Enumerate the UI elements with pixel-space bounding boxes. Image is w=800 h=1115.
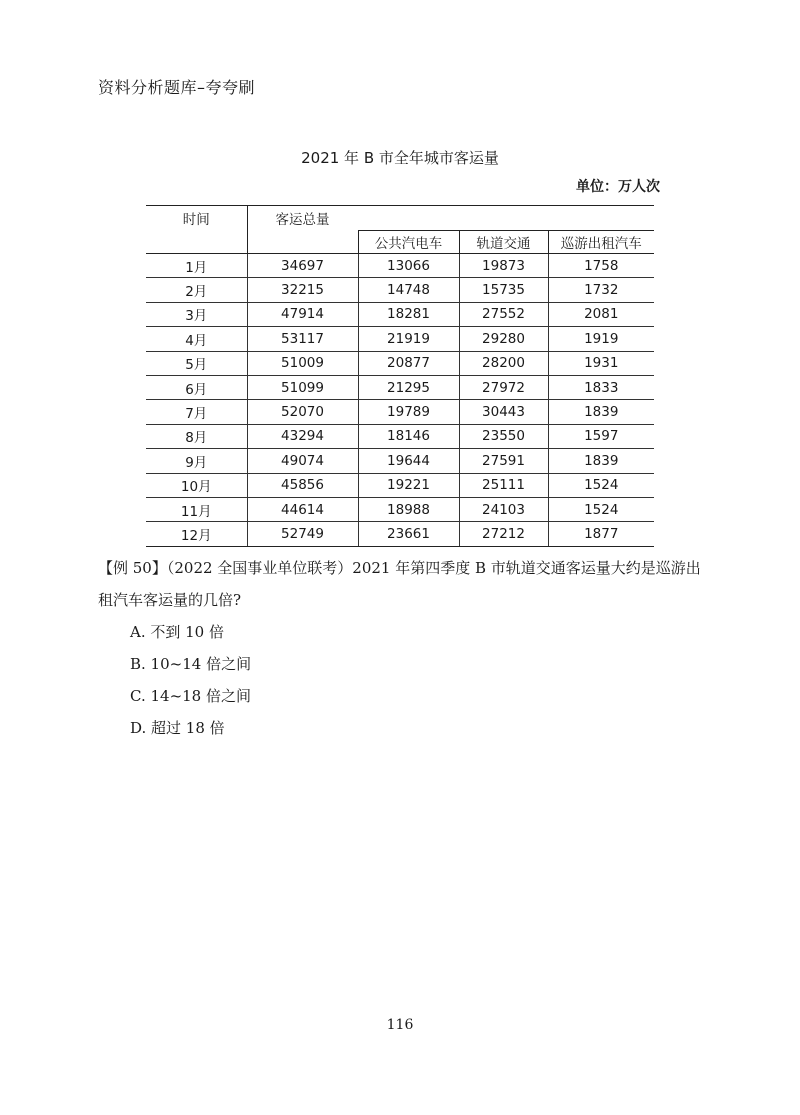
table-cell: 43294 xyxy=(247,424,358,448)
option-b[interactable]: B. 10~14 倍之间 xyxy=(130,655,252,673)
table-cell: 30443 xyxy=(459,400,548,424)
table-cell: 2081 xyxy=(548,302,654,326)
table-cell: 25111 xyxy=(459,473,548,497)
table-row xyxy=(146,278,654,302)
table-cell: 44614 xyxy=(247,497,358,521)
page-header: 资料分析题库–夸夸刷 xyxy=(98,78,256,97)
passenger-volume-table xyxy=(146,205,654,547)
page-number: 116 xyxy=(386,1017,414,1033)
table-title: 2021 年 B 市全年城市客运量 xyxy=(301,149,499,167)
table-cell: 1524 xyxy=(548,497,654,521)
table-cell: 18281 xyxy=(358,302,459,326)
row-month: 5月 xyxy=(146,351,247,375)
table-cell: 18988 xyxy=(358,497,459,521)
table-cell: 19873 xyxy=(459,254,548,278)
table-row xyxy=(146,497,654,521)
table-row xyxy=(146,473,654,497)
table-cell: 1839 xyxy=(548,400,654,424)
table-cell: 27972 xyxy=(459,375,548,399)
row-month: 2月 xyxy=(146,278,247,302)
table-cell: 19644 xyxy=(358,449,459,473)
table-unit: 单位：万人次 xyxy=(576,179,660,195)
table-cell: 13066 xyxy=(358,254,459,278)
table-cell: 1877 xyxy=(548,522,654,546)
table-row xyxy=(146,400,654,424)
col-header-rail: 轨道交通 xyxy=(459,231,548,254)
table-cell: 52749 xyxy=(247,522,358,546)
table-row xyxy=(146,375,654,399)
table-row xyxy=(146,522,654,546)
table-cell: 51099 xyxy=(247,375,358,399)
table-cell: 1839 xyxy=(548,449,654,473)
table-cell: 21295 xyxy=(358,375,459,399)
row-month: 8月 xyxy=(146,424,247,448)
table-header-row xyxy=(146,206,654,231)
row-month: 6月 xyxy=(146,375,247,399)
table-cell: 20877 xyxy=(358,351,459,375)
table-cell: 18146 xyxy=(358,424,459,448)
table-row xyxy=(146,449,654,473)
table-cell: 1931 xyxy=(548,351,654,375)
table-cell: 27591 xyxy=(459,449,548,473)
table-row xyxy=(146,254,654,278)
option-c[interactable]: C. 14~18 倍之间 xyxy=(130,687,251,705)
table-cell: 52070 xyxy=(247,400,358,424)
table-cell: 23550 xyxy=(459,424,548,448)
question-text: 【例 50】（2022 全国事业单位联考）2021 年第四季度 B 市轨道交通客运量大约是巡游出租汽车客运量的几倍? xyxy=(98,559,701,609)
table-cell: 1597 xyxy=(548,424,654,448)
row-month: 12月 xyxy=(146,522,247,546)
table-cell: 27212 xyxy=(459,522,548,546)
table-cell: 47914 xyxy=(247,302,358,326)
option-a[interactable]: A. 不到 10 倍 xyxy=(130,623,224,641)
row-month: 7月 xyxy=(146,400,247,424)
table-cell: 28200 xyxy=(459,351,548,375)
row-month: 11月 xyxy=(146,497,247,521)
col-header-taxi: 巡游出租汽车 xyxy=(548,231,654,254)
row-month: 4月 xyxy=(146,327,247,351)
table-cell: 1524 xyxy=(548,473,654,497)
table-row xyxy=(146,424,654,448)
table-cell: 19221 xyxy=(358,473,459,497)
table-cell: 19789 xyxy=(358,400,459,424)
col-header-time: 时间 xyxy=(146,206,247,231)
table-cell: 21919 xyxy=(358,327,459,351)
table-cell: 51009 xyxy=(247,351,358,375)
table-cell: 23661 xyxy=(358,522,459,546)
table-cell: 24103 xyxy=(459,497,548,521)
col-header-bus: 公共汽电车 xyxy=(358,231,459,254)
col-header-total: 客运总量 xyxy=(247,206,358,231)
question-block xyxy=(98,552,708,616)
table-cell: 1919 xyxy=(548,327,654,351)
table-cell: 29280 xyxy=(459,327,548,351)
table-cell: 15735 xyxy=(459,278,548,302)
table-cell: 1732 xyxy=(548,278,654,302)
table-cell: 1833 xyxy=(548,375,654,399)
table-cell: 1758 xyxy=(548,254,654,278)
table-cell: 32215 xyxy=(247,278,358,302)
table-cell: 27552 xyxy=(459,302,548,326)
answer-options xyxy=(130,616,251,744)
option-d[interactable]: D. 超过 18 倍 xyxy=(130,719,225,737)
table-row xyxy=(146,327,654,351)
table-cell: 34697 xyxy=(247,254,358,278)
table-row xyxy=(146,351,654,375)
row-month: 9月 xyxy=(146,449,247,473)
row-month: 3月 xyxy=(146,302,247,326)
row-month: 1月 xyxy=(146,254,247,278)
table-cell: 14748 xyxy=(358,278,459,302)
table-subheader-row xyxy=(146,231,654,254)
table-cell: 45856 xyxy=(247,473,358,497)
table-cell: 53117 xyxy=(247,327,358,351)
table-row xyxy=(146,302,654,326)
table-cell: 49074 xyxy=(247,449,358,473)
row-month: 10月 xyxy=(146,473,247,497)
